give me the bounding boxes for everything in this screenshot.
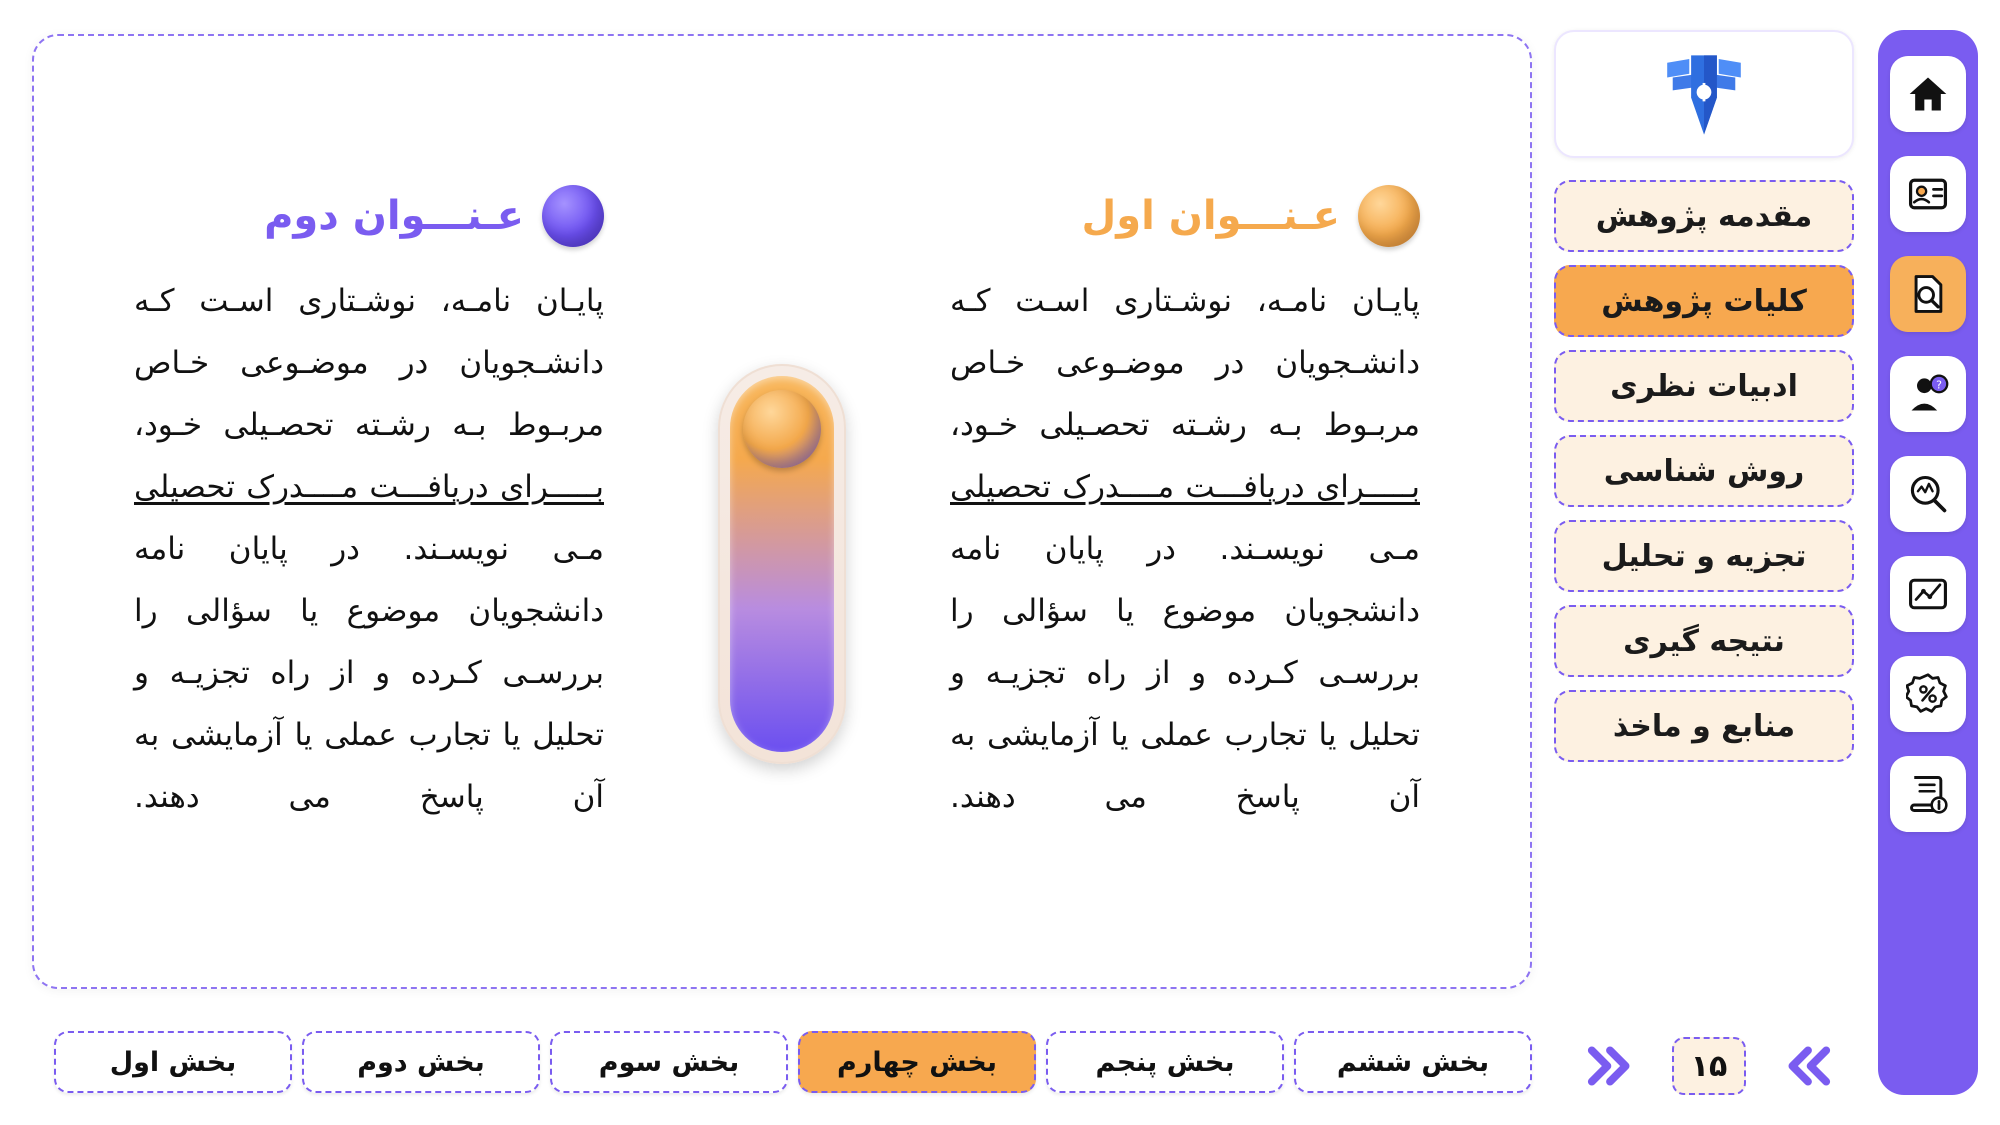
rail-item-profile[interactable] [1890,156,1966,232]
bead-ornament-purple-icon [542,185,604,247]
pager [1578,1035,1840,1097]
tab-section-4-label: بخش چهارم [837,1046,997,1078]
menu-item-references[interactable] [1554,690,1854,762]
menu-item-literature[interactable] [1554,350,1854,422]
user-question-icon [1906,372,1950,416]
rail-item-book-info[interactable] [1890,756,1966,832]
icon-rail [1878,30,1978,1095]
tab-section-6[interactable] [1294,1031,1532,1093]
column-left-header [134,176,604,256]
double-chevron-right-icon[interactable] [1776,1038,1840,1094]
menu-item-conclusion-label: نتیجه گیری [1623,623,1785,659]
double-chevron-left-icon[interactable] [1578,1038,1642,1094]
tab-section-5[interactable] [1046,1031,1284,1093]
tab-section-1-label: بخش اول [109,1046,237,1078]
rail-item-document-search[interactable] [1890,256,1966,332]
column-right-body-underlined: بـــــرای دریافـــت مــــدرک تحصیلی [950,469,1420,505]
content-column-right [950,176,1420,828]
column-right-body-part2: مـی نویسـند. در پایان نامه دانشجویان موضوع یا سؤالی را بررسـی کـرده و از راه تجزیـه و تحلیل یا تجارب عملی یا آزمایشی به آن پاسخ می دهند. [950,531,1420,815]
book-info-icon [1906,772,1950,816]
column-left-body-underlined: بـــــرای دریافـــت مــــدرک تحصیلی [134,469,604,505]
menu-item-overview[interactable] [1554,265,1854,337]
menu-item-references-label: منابع و ماخذ [1612,708,1796,744]
menu-item-methodology-label: روش شناسی [1603,453,1805,489]
section-menu [1554,30,1854,762]
menu-item-analysis[interactable] [1554,520,1854,592]
menu-item-introduction[interactable] [1554,180,1854,252]
percent-badge-icon [1906,672,1950,716]
column-left-body [134,270,604,828]
menu-item-introduction-label: مقدمه پژوهش [1595,198,1813,234]
menu-item-overview-label: کلیات پژوهش [1601,283,1807,319]
rail-item-user-question[interactable] [1890,356,1966,432]
rail-item-line-chart[interactable] [1890,556,1966,632]
magnifier-chart-icon [1906,472,1950,516]
line-chart-icon [1906,572,1950,616]
tab-section-3[interactable] [550,1031,788,1093]
tab-section-3-label: بخش سوم [598,1046,740,1078]
menu-item-analysis-label: تجزیه و تحلیل [1601,538,1807,574]
bead-ornament-orange-icon [1358,185,1420,247]
tab-section-1[interactable] [54,1031,292,1093]
column-right-body-part1: پایـان نامـه، نوشـتاری اسـت کـه دانشـجویان در موضـوعی خـاص مربـوط بـه رشـته تحصـیلی خـود، [950,283,1420,443]
tab-section-4[interactable] [798,1031,1036,1093]
capsule-inner-gradient [730,376,834,752]
slide-panel [32,34,1532,989]
home-icon [1906,72,1950,116]
capsule-ornament [718,364,846,764]
rail-item-magnifier-chart[interactable] [1890,456,1966,532]
column-left-body-part1: پایـان نامـه، نوشـتاری اسـت کـه دانشـجویان در موضـوعی خـاص مربـوط بـه رشـته تحصـیلی خـود، [134,283,604,443]
column-right-header [950,176,1420,256]
university-logo [1554,30,1854,158]
column-left-body-part2: مـی نویسـند. در پایان نامه دانشجویان موضوع یا سؤالی را بررسـی کـرده و از راه تجزیـه و تحلیل یا تجارب عملی یا آزمایشی به آن پاسخ می دهند. [134,531,604,815]
svg-text:?: ? [1936,378,1942,392]
page-number[interactable]: ۱۵ [1672,1037,1746,1095]
column-right-title: عـنـــوان اول [1081,193,1340,239]
tab-section-2-label: بخش دوم [357,1046,485,1078]
tab-section-5-label: بخش پنجم [1095,1046,1235,1078]
rail-item-home[interactable] [1890,56,1966,132]
id-card-icon [1906,172,1950,216]
menu-item-literature-label: ادبیات نظری [1610,368,1798,404]
column-left-title: عـنـــوان دوم [264,193,524,239]
menu-item-conclusion[interactable] [1554,605,1854,677]
tab-section-2[interactable] [302,1031,540,1093]
section-tabs [32,1031,1532,1097]
content-column-left [134,176,604,828]
menu-item-methodology[interactable] [1554,435,1854,507]
column-right-body [950,270,1420,828]
document-search-icon [1906,272,1950,316]
tab-section-6-label: بخش ششم [1336,1046,1490,1078]
capsule-bead-icon [743,390,821,468]
rail-item-percent-badge[interactable] [1890,656,1966,732]
